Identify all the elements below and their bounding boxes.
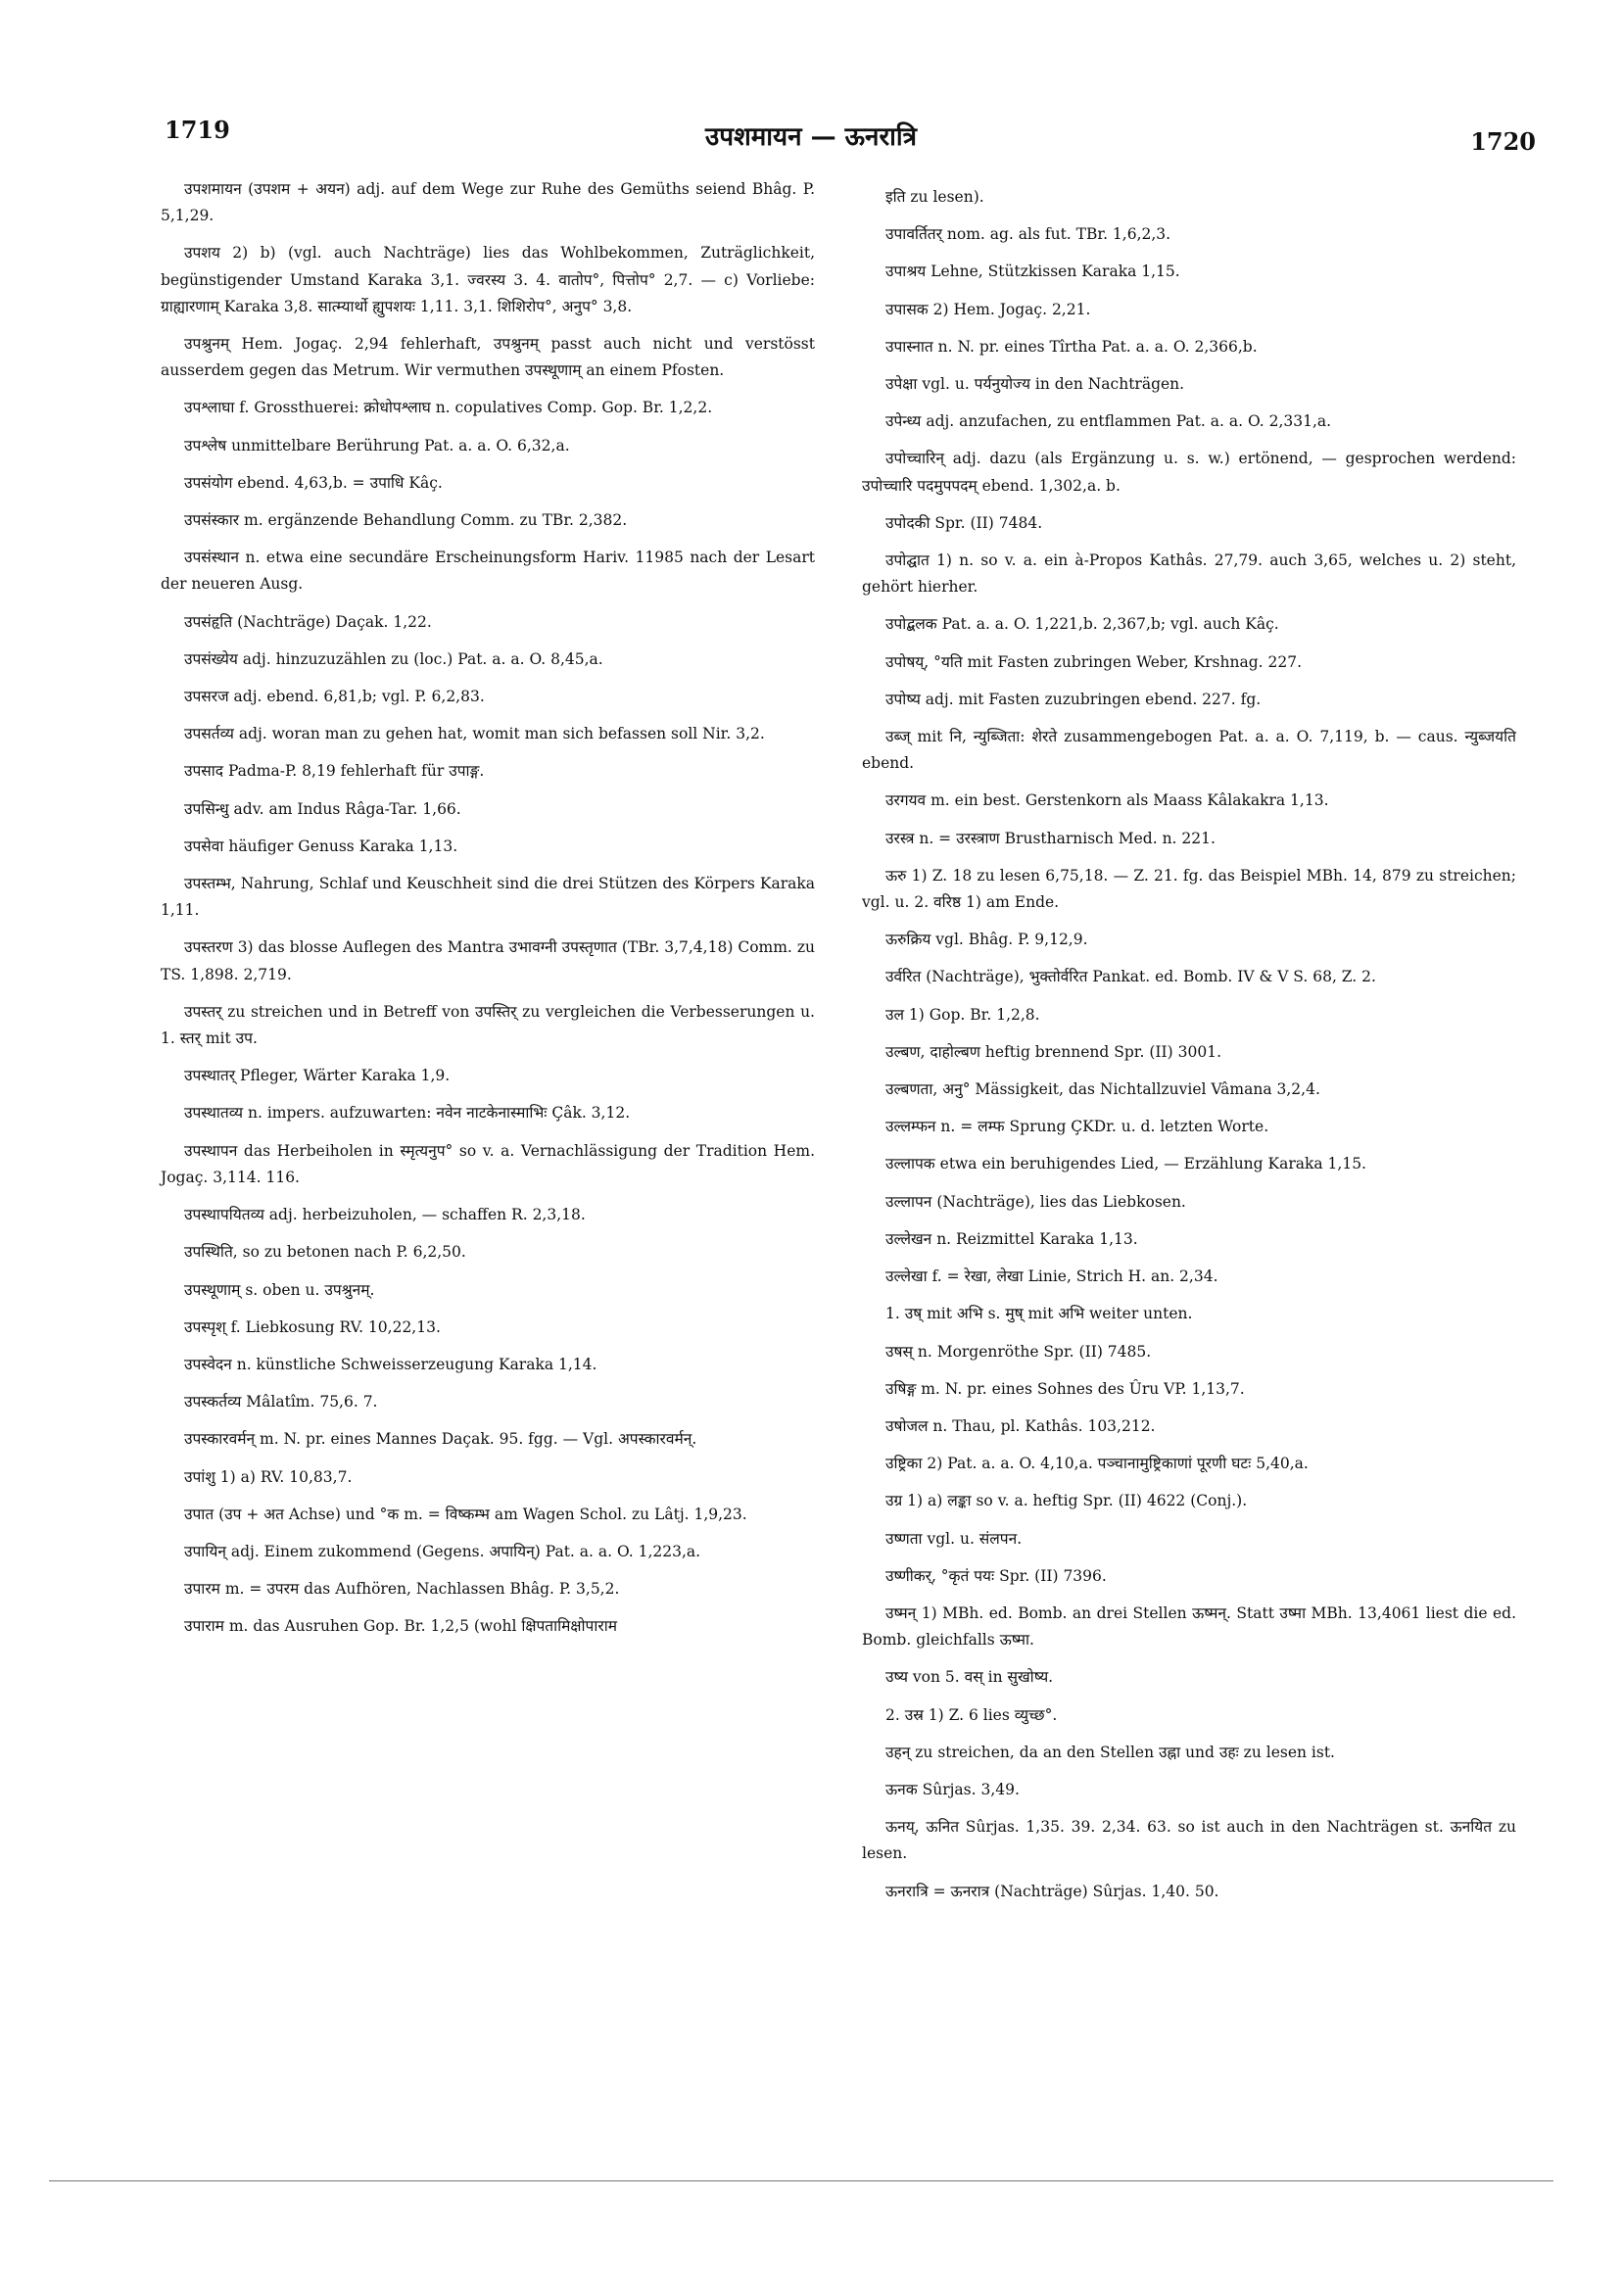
dictionary-entry: उपोदकी Spr. (II) 7484. — [885, 513, 1043, 532]
dictionary-entry: उपश्लाघा f. Grossthuerei: क्रोधोपश्लाघ n. copulatives Comp. Gop. Br. 1,2,2. — [184, 399, 713, 417]
dictionary-entry: उपाश्रय Lehne, Stützkissen Karaka 1,15. — [885, 263, 1180, 281]
dictionary-entry: उपेक्षा vgl. u. पर्यनुयोज्य in den Nachträgen. — [885, 375, 1185, 394]
dictionary-entry: उपसिन्धु adv. am Indus Râga-Tar. 1,66. — [184, 799, 461, 818]
dictionary-entry: उपश्लेष unmittelbare Berührung Pat. a. a. O. 6,32,a. — [184, 436, 570, 454]
dictionary-entry: उल्लापन (Nachträge), lies das Liebkosen. — [885, 1192, 1186, 1211]
dictionary-entry: उल्बण, दाहोल्बण heftig brennend Spr. (II) 3001. — [885, 1042, 1222, 1061]
dictionary-entry: उपावर्तितर् nom. ag. als fut. TBr. 1,6,2,3. — [885, 225, 1171, 244]
dictionary-entry: उपोद्बलक Pat. a. a. O. 1,221,b. 2,367,b; vgl. auch Kâç. — [885, 615, 1279, 634]
dictionary-entry: 2. उस्र 1) Z. 6 lies व्युच्छ°. — [885, 1705, 1058, 1724]
dictionary-entry: उरगयव m. ein best. Gerstenkorn als Maass Kâlakakra 1,13. — [885, 791, 1329, 810]
dictionary-entry: उहन् zu streichen, da an den Stellen उह्ना und उहः zu lesen ist. — [885, 1743, 1335, 1761]
dictionary-entry: उपसंस्कार m. ergänzende Behandlung Comm. zu TBr. 2,382. — [184, 511, 628, 530]
page-number-right: 1720 — [1470, 127, 1536, 156]
dictionary-entry: उल्लापक etwa ein beruhigendes Lied, — Erzählung Karaka 1,15. — [885, 1155, 1366, 1173]
dictionary-entry: उपाराम m. das Ausruhen Gop. Br. 1,2,5 (wohl क्षिपतामिक्षोपाराम — [184, 1617, 618, 1636]
page-number-left: 1719 — [165, 116, 230, 144]
dictionary-entry: ऊरु 1) Z. 18 zu lesen 6,75,18. — Z. 21. fg. das Beispiel MBh. 14, 879 zu streichen; vgl. u. 2. वरिष्ठ 1) am Ende. — [862, 866, 1516, 912]
dictionary-entry: उपस्थिति, so zu betonen nach P. 6,2,50. — [184, 1243, 466, 1262]
dictionary-entry: उषस् n. Morgenröthe Spr. (II) 7485. — [885, 1342, 1152, 1361]
right-column — [862, 184, 1516, 1916]
dictionary-entry: उपेन्ध्य adj. anzufachen, zu entflammen Pat. a. a. O. 2,331,a. — [885, 412, 1332, 431]
dictionary-entry: उपात (उप + अत Achse) und °क m. = विष्कम्भ am Wagen Schol. zu Lâtj. 1,9,23. — [184, 1505, 747, 1523]
dictionary-entry: उपोषय्, °यति mit Fasten zubringen Weber, Krshnag. 227. — [885, 652, 1303, 671]
dictionary-entry: ऊनक Sûrjas. 3,49. — [885, 1780, 1020, 1798]
dictionary-entry: उपसेवा häufiger Genuss Karaka 1,13. — [184, 837, 458, 855]
dictionary-entry: उपस्तर् zu streichen und in Betreff von उपस्तिर् zu vergleichen die Verbesserungen u. 1. स्तर् mit उप. — [161, 1002, 815, 1048]
dictionary-entry: उपसरज adj. ebend. 6,81,b; vgl. P. 6,2,83. — [184, 688, 485, 706]
dictionary-entry: उल 1) Gop. Br. 1,2,8. — [885, 1005, 1040, 1024]
dictionary-entry: उपश्रुनम् Hem. Jogaç. 2,94 fehlerhaft, उपश्रुनम् passt auch nicht und verstösst ausserdem gegen das Metrum. Wir vermuthen उपस्थूणाम् an einem Pfosten. — [161, 335, 815, 380]
dictionary-entry: उल्लेखा f. = रेखा, लेखा Linie, Strich H. an. 2,34. — [885, 1268, 1218, 1286]
dictionary-entry: उपसंहृति (Nachträge) Daçak. 1,22. — [184, 612, 432, 631]
dictionary-entry: ऊनरात्रि = ऊनरात्र (Nachträge) Sûrjas. 1,40. 50. — [885, 1882, 1219, 1900]
dictionary-entry: उरस्त्र n. = उरस्त्राण Brustharnisch Med. n. 221. — [885, 829, 1216, 847]
dictionary-entry: उपसर्तव्य adj. woran man zu gehen hat, womit man sich befassen soll Nir. 3,2. — [184, 725, 765, 743]
dictionary-entry: उपस्थातर् Pfleger, Wärter Karaka 1,9. — [184, 1067, 451, 1085]
dictionary-entry: उपस्कारवर्मन् m. N. pr. eines Mannes Daçak. 95. fgg. — Vgl. अपस्कारवर्मन्. — [184, 1430, 697, 1449]
dictionary-entry: उपस्थूणाम् s. oben u. उपश्रुनम्. — [184, 1280, 375, 1299]
dictionary-entry: 1. उष् mit अभि s. मुष् mit अभि weiter unten. — [885, 1305, 1193, 1323]
dictionary-entry: उष्णता vgl. u. संलपन. — [885, 1529, 1023, 1548]
dictionary-entry: उपसंयोग ebend. 4,63,b. = उपाधि Kâç. — [184, 473, 443, 492]
dictionary-entry: उपशमायन (उपशम + अयन) adj. auf dem Wege zur Ruhe des Gemüths seiend Bhâg. P. 5,1,29. — [161, 180, 815, 225]
dictionary-entry: उष्मन् 1) MBh. ed. Bomb. an drei Stellen ऊष्मन्. Statt उष्मा MBh. 13,4061 liest die ed. Bomb. gleichfalls ऊष्मा. — [862, 1603, 1516, 1650]
dictionary-entry: उल्लेखन n. Reizmittel Karaka 1,13. — [885, 1229, 1138, 1248]
dictionary-entry: उर्वरित (Nachträge), भुक्तोर्वरित Pankat. ed. Bomb. IV & V S. 68, Z. 2. — [885, 968, 1376, 986]
dictionary-entry: उपोष्य adj. mit Fasten zuzubringen ebend. 227. fg. — [885, 690, 1262, 708]
dictionary-entry: उल्लम्फन n. = लम्फ Sprung ÇKDr. u. d. letzten Worte. — [885, 1118, 1269, 1136]
dictionary-entry: उपस्वेदन n. künstliche Schweisserzeugung Karaka 1,14. — [184, 1355, 597, 1373]
dictionary-entry: उषिङ्ग m. N. pr. eines Sohnes des Ûru VP. 1,13,7. — [885, 1379, 1245, 1398]
dictionary-entry: उपस्थापयितव्य adj. herbeizuholen, — schaffen R. 2,3,18. — [184, 1206, 586, 1224]
dictionary-entry: उपसाद Padma-P. 8,19 fehlerhaft für उपाङ्ग. — [184, 762, 485, 781]
dictionary-entry: उषोजल n. Thau, pl. Kathâs. 103,212. — [885, 1416, 1156, 1435]
dictionary-entry: उपस्तरण 3) das blosse Auflegen des Mantra उभावग्नी उपस्तृणात (TBr. 3,7,4,18) Comm. zu TS. 1,898. 2,719. — [161, 938, 815, 983]
dictionary-entry: उष्य von 5. वस् in सुखोष्य. — [885, 1668, 1054, 1687]
dictionary-entry: उपस्कर्तव्य Mâlatîm. 75,6. 7. — [184, 1393, 378, 1411]
dictionary-entry: उष्णीकर्, °कृतं पयः Spr. (II) 7396. — [885, 1566, 1107, 1585]
dictionary-entry: उपस्थापन das Herbeiholen in स्मृत्यनुप° so v. a. Vernachlässigung der Tradition Hem. Jogaç. 3,114. 116. — [161, 1141, 815, 1186]
dictionary-entry: उपस्पृश् f. Liebkosung RV. 10,22,13. — [184, 1317, 441, 1336]
dictionary-entry: उपारम m. = उपरम das Aufhören, Nachlassen Bhâg. P. 3,5,2. — [184, 1580, 620, 1599]
dictionary-entry: उपोद्घात 1) n. so v. a. ein à-Propos Kathâs. 27,79. auch 3,65, welches u. 2) steht, gehört hierher. — [862, 551, 1516, 597]
dictionary-entry: इति zu lesen). — [885, 188, 984, 206]
dictionary-entry: उल्बणता, अनु° Mässigkeit, das Nichtallzuviel Vâmana 3,2,4. — [885, 1080, 1320, 1099]
footer-rule — [49, 2180, 1553, 2181]
dictionary-entry: उपास्नात n. N. pr. eines Tîrtha Pat. a. a. O. 2,366,b. — [885, 337, 1258, 356]
dictionary-entry: उपस्थातव्य n. impers. aufzuwarten: नवेन नाटकेनास्माभिः Çâk. 3,12. — [184, 1104, 631, 1123]
left-column — [161, 176, 815, 1651]
dictionary-entry: ऊनय्, ऊनित Sûrjas. 1,35. 39. 2,34. 63. so ist auch in den Nachträgen st. ऊनयित zu lesen. — [862, 1818, 1516, 1863]
dictionary-entry: उपसंख्येय adj. hinzuzuzählen zu (loc.) Pat. a. a. O. 8,45,a. — [184, 649, 603, 668]
dictionary-entry: उपस्तम्भ, Nahrung, Schlaf und Keuschheit sind die drei Stützen des Körpers Karaka 1,11. — [161, 875, 815, 920]
dictionary-entry: उब्ज् mit नि, न्युब्जिता: शेरते zusammengebogen Pat. a. a. O. 7,119, b. — caus. न्युब्जयति ebend. — [862, 728, 1516, 773]
dictionary-entry: ऊरुक्रिय vgl. Bhâg. P. 9,12,9. — [885, 931, 1088, 949]
dictionary-entry: उपायिन् adj. Einem zukommend (Gegens. अपायिन्) Pat. a. a. O. 1,223,a. — [184, 1542, 701, 1560]
dictionary-entry: उपोच्चारिन् adj. dazu (als Ergänzung u. s. w.) ertönend, — gesprochen werdend: उपोच्चारि पदमुपपदम् ebend. 1,302,a. b. — [862, 450, 1516, 495]
dictionary-entry: उपांशु 1) a) RV. 10,83,7. — [184, 1467, 353, 1486]
dictionary-entry: उपसंस्थान n. etwa eine secundäre Erscheinungsform Hariv. 11985 nach der Lesart der neueren Ausg. — [161, 549, 815, 594]
running-head: उपशमायन — ऊनरात्रि — [705, 122, 917, 152]
dictionary-entry: उग्र 1) a) लङ्का so v. a. heftig Spr. (II) 4622 (Conj.). — [885, 1492, 1248, 1510]
dictionary-entry: उपासक 2) Hem. Jogaç. 2,21. — [885, 300, 1091, 318]
dictionary-entry: उपशय 2) b) (vgl. auch Nachträge) lies das Wohlbekommen, Zuträglichkeit, begünstigender Umstand Karaka 3,1. ज्वरस्य 3. 4. वातोप°, पित्तोप° 2,7. — c) Vorliebe: ग्राह्यारणाम् Karaka 3,8. सात्म्यार्थो ह्युपशयः 1,11. 3,1. शिशिरोप°, अनुप° 3,8. — [161, 244, 815, 315]
dictionary-entry: उष्ट्रिका 2) Pat. a. a. O. 4,10,a. पञ्चानामुष्ट्रिकाणां पूरणी घटः 5,40,a. — [885, 1455, 1309, 1473]
